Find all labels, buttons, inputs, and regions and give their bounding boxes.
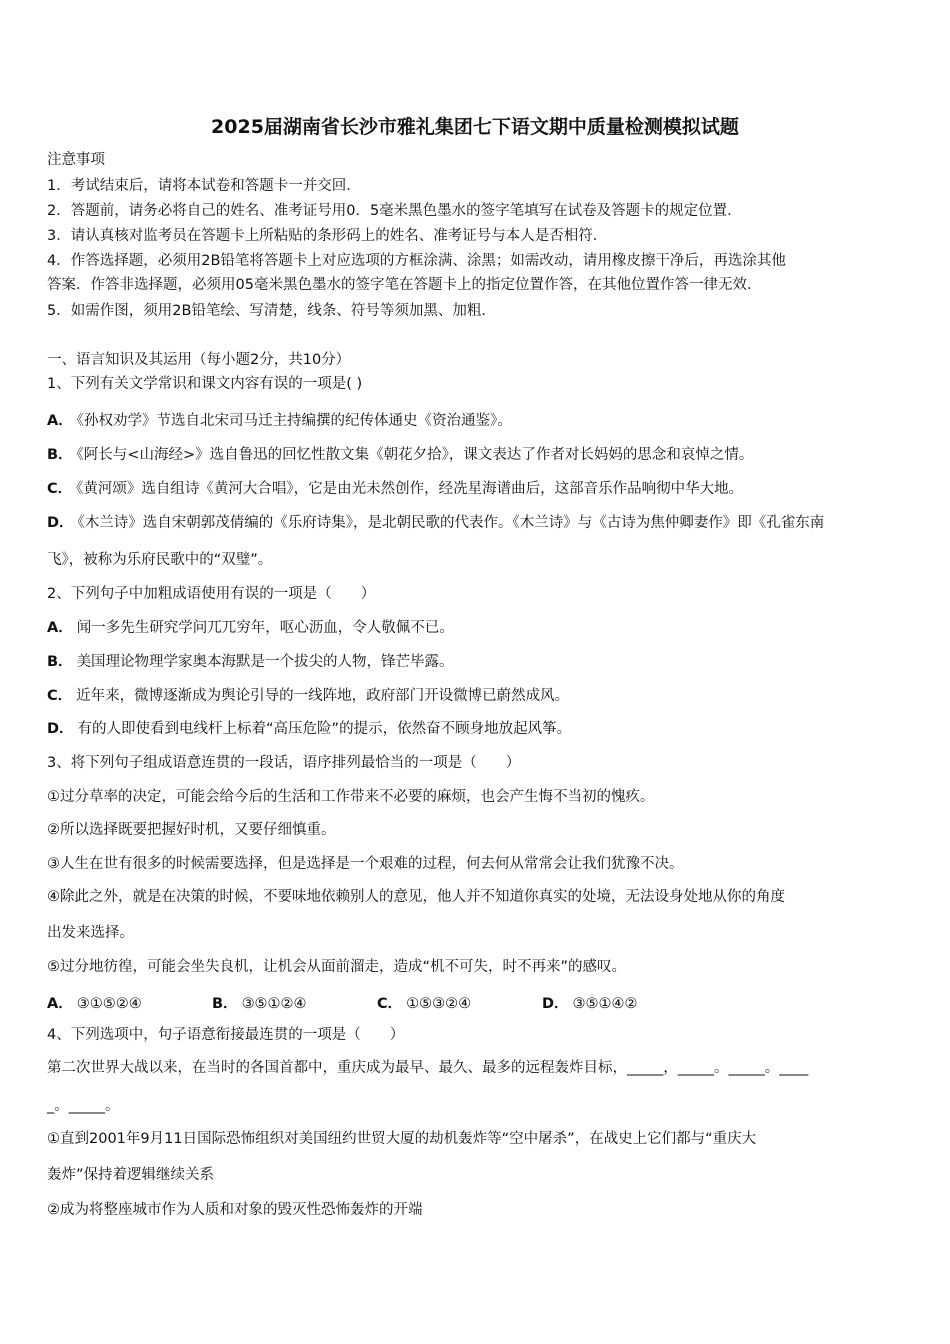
text-line bbox=[47, 855, 684, 873]
text-line bbox=[47, 720, 571, 738]
line-text: ②所以选择既要把握好时机，又要仔细慎重。 bbox=[47, 822, 336, 838]
document-title: 2025届湖南省长沙市雅礼集团七下语文期中质量检测模拟试题 bbox=[211, 116, 739, 138]
line-text: 《阿长与<山海经>》选自鲁迅的回忆性散文集《朝花夕拾》，课文表达了作者对长妈妈的思念和哀悼之情。 bbox=[76, 447, 754, 463]
line-text: 1．考试结束后，请将本试卷和答题卡一并交回． bbox=[47, 178, 361, 194]
text-line bbox=[47, 1201, 423, 1219]
line-text: ②成为将整座城市作为人质和对象的毁灭性恐怖轰炸的开端 bbox=[47, 1202, 423, 1218]
option-c bbox=[377, 992, 542, 1013]
option-label: B． bbox=[47, 654, 73, 670]
option-text: ①⑤③②④ bbox=[406, 996, 472, 1012]
line-text: 《木兰诗》选自宋朝郭茂倩编的《乐府诗集》，是北朝民歌的代表作。《木兰诗》与《古诗为焦仲卿妻作》即《孔雀东南 bbox=[77, 515, 825, 531]
text-line bbox=[47, 412, 512, 430]
line-text: 有的人即使看到电线杆上标着“高压危险”的提示，依然奋不顾身地放起风筝。 bbox=[77, 721, 572, 737]
option-b bbox=[212, 992, 377, 1013]
line-text: 4、下列选项中，句子语意衔接最连贯的一项是（ ） bbox=[47, 1027, 405, 1043]
text-line bbox=[47, 551, 272, 569]
text-line bbox=[47, 151, 105, 169]
line-text: 2、下列句子中加粗成语使用有误的一项是（ ） bbox=[47, 586, 376, 602]
text-line bbox=[47, 1026, 404, 1044]
text-line bbox=[47, 177, 361, 195]
option-label: D． bbox=[47, 515, 74, 531]
text-line bbox=[47, 619, 454, 637]
text-line bbox=[47, 446, 753, 464]
text-line bbox=[47, 227, 607, 245]
text-line bbox=[47, 788, 655, 806]
line-text: 闻一多先生研究学问兀兀穷年，呕心沥血，令人敬佩不已。 bbox=[76, 620, 454, 636]
question-3-options bbox=[47, 992, 707, 1013]
text-line bbox=[47, 1059, 808, 1077]
option-label: C． bbox=[47, 481, 73, 497]
line-text: ④除此之外，就是在决策的时候，不要味地依赖别人的意见，他人并不知道你真实的处境，无法设身处地从你的角度 bbox=[47, 889, 785, 905]
line-text: ③人生在世有很多的时候需要选择，但是选择是一个艰难的过程，何去何从常常会让我们犹豫不决。 bbox=[47, 856, 684, 872]
text-line bbox=[47, 302, 496, 320]
line-text: ①过分草率的决定，可能会给今后的生活和工作带来不必要的麻烦，也会产生悔不当初的愧疚。 bbox=[47, 789, 655, 805]
option-label: A． bbox=[47, 620, 73, 636]
text-line bbox=[47, 375, 362, 393]
line-text: ①直到2001年9月11日国际恐怖组织对美国纽约世贸大厦的劫机轰炸等“空中屠杀”，在战史上它们都与“重庆大 bbox=[47, 1131, 757, 1147]
line-text: 近年来，微博逐渐成为舆论引导的一线阵地，政府部门开设微博已蔚然成风。 bbox=[76, 688, 570, 704]
line-text: 第二次世界大战以来，在当时的各国首都中，重庆成为最早、最久、最多的远程轰炸目标，_____，_____。_____。____ bbox=[47, 1060, 809, 1076]
text-line bbox=[47, 202, 742, 220]
line-text: 轰炸”保持着逻辑继续关系 bbox=[47, 1167, 215, 1183]
line-text: 注意事项 bbox=[47, 152, 105, 168]
line-text: 4．作答选择题，必须用2B铅笔将答题卡上对应选项的方框涂满、涂黑；如需改动，请用橡皮擦干净后，再选涂其他 bbox=[47, 253, 786, 269]
line-text: 出发来选择。 bbox=[47, 925, 134, 941]
text-line bbox=[47, 351, 350, 369]
line-text: 2．答题前，请务必将自己的姓名、准考证号用0．5毫米黑色墨水的签字笔填写在试卷及答题卡的规定位置． bbox=[47, 203, 742, 219]
line-text: 美国理论物理学家奥本海默是一个拔尖的人物，锋芒毕露。 bbox=[76, 654, 454, 670]
text-line bbox=[47, 653, 454, 671]
option-label: A． bbox=[47, 996, 73, 1012]
line-text: 《孙权劝学》节选自北宋司马迁主持编撰的纪传体通史《资治通鉴》。 bbox=[76, 413, 512, 429]
line-text: 3、将下列句子组成语意连贯的一段话，语序排列最恰当的一项是（ ） bbox=[47, 755, 521, 771]
text-line bbox=[47, 1166, 214, 1184]
text-line bbox=[47, 924, 134, 942]
line-text: _。_____。 bbox=[47, 1098, 120, 1114]
text-line bbox=[47, 514, 824, 532]
text-line bbox=[47, 821, 336, 839]
option-label: D． bbox=[47, 721, 74, 737]
option-label: A． bbox=[47, 413, 73, 429]
option-d bbox=[542, 992, 707, 1013]
option-label: C． bbox=[377, 996, 403, 1012]
text-line bbox=[47, 1097, 120, 1115]
text-line bbox=[47, 276, 761, 294]
line-text: 飞》，被称为乐府民歌中的“双璧”。 bbox=[47, 552, 273, 568]
text-line bbox=[47, 1130, 756, 1148]
text-line bbox=[47, 958, 626, 976]
line-text: 《黄河颂》选自组诗《黄河大合唱》，它是由光未然创作，经冼星海谱曲后，这部音乐作品响彻中华大地。 bbox=[76, 481, 744, 497]
option-label: D． bbox=[542, 996, 569, 1012]
line-text: 3．请认真核对监考员在答题卡上所粘贴的条形码上的姓名、准考证号与本人是否相符． bbox=[47, 228, 608, 244]
option-text: ③⑤①④② bbox=[572, 996, 638, 1012]
text-line bbox=[47, 754, 520, 772]
option-text: ③①⑤②④ bbox=[76, 996, 142, 1012]
line-text: ⑤过分地彷徨，可能会坐失良机，让机会从面前溜走，造成“机不可失，时不再来”的感叹。 bbox=[47, 959, 627, 975]
line-text: 答案．作答非选择题，必须用05毫米黑色墨水的签字笔在答题卡上的指定位置作答，在其他位置作答一律无效． bbox=[47, 277, 762, 293]
option-label: C． bbox=[47, 688, 73, 704]
text-line bbox=[47, 687, 569, 705]
option-a bbox=[47, 992, 212, 1013]
option-label: B． bbox=[212, 996, 238, 1012]
option-text: ③⑤①②④ bbox=[241, 996, 307, 1012]
line-text: 5．如需作图，须用2B铅笔绘、写清楚，线条、符号等须加黑、加粗． bbox=[47, 303, 496, 319]
line-text: 一、语言知识及其运用（每小题2分，共10分） bbox=[47, 352, 351, 368]
line-text: 1、下列有关文学常识和课文内容有误的一项是( ) bbox=[47, 376, 363, 392]
text-line bbox=[47, 252, 786, 270]
text-line bbox=[47, 585, 375, 603]
text-line bbox=[47, 888, 785, 906]
option-label: B． bbox=[47, 447, 73, 463]
text-line bbox=[47, 480, 743, 498]
